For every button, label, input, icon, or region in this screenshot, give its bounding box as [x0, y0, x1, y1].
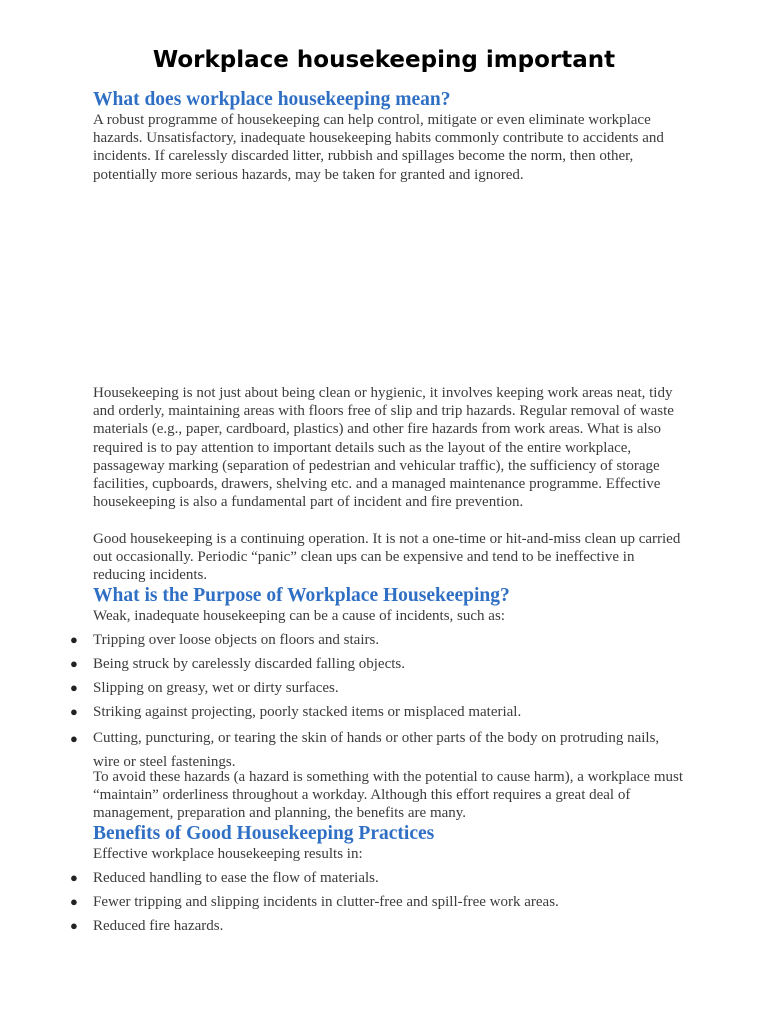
list-item-text: Slipping on greasy, wet or dirty surfaces. — [93, 680, 339, 696]
list-item-text: Cutting, puncturing, or tearing the skin of hands or other parts of the body on protruding nails, wire or steel fastenings. — [93, 730, 660, 770]
list-item — [0, 869, 683, 887]
list-item-text: Tripping over loose objects on floors and stairs. — [93, 632, 380, 648]
benefits-bullet-list — [0, 869, 768, 935]
list-item — [0, 631, 683, 649]
bullet-icon: ● — [70, 731, 78, 746]
list-item — [0, 727, 683, 774]
list-item-text: Reduced handling to ease the flow of materials. — [93, 870, 379, 886]
section-heading-purpose: What is the Purpose of Workplace Housekeeping? — [93, 585, 510, 606]
paragraph-continuing-operation: Good housekeeping is a continuing operation. It is not a one-time or hit-and-miss clean up carried out occasionally. Periodic “panic” clean ups can be expensive and tend to be ineffective in reducing incidents. — [93, 531, 681, 584]
section-heading-meaning: What does workplace housekeeping mean? — [93, 89, 451, 110]
paragraph-housekeeping-definition: Housekeeping is not just about being clean or hygienic, it involves keeping work areas neat, tidy and orderly, maintaining areas with floors free of slip and trip hazards. Regular removal of waste materials (e.g., paper, cardboard, plastics) and other fire hazards from work areas. What is also required is to pay attention to important details such as the layout of the entire workplace, passageway marking (separation of pedestrian and vehicular traffic), the sufficiency of storage facilities, cupboards, drawers, shelving etc. and a managed maintenance programme. Effective housekeeping is also a fundamental part of incident and fire prevention. — [93, 385, 674, 511]
purpose-bullet-list — [0, 631, 768, 774]
bullet-icon: ● — [70, 918, 78, 933]
list-item — [0, 917, 683, 935]
list-item — [0, 703, 683, 721]
bullet-icon: ● — [70, 680, 78, 695]
bullet-icon: ● — [70, 704, 78, 719]
bullet-icon: ● — [70, 870, 78, 885]
list-item-text: Being struck by carelessly discarded falling objects. — [93, 656, 405, 672]
paragraph-avoid-hazards: To avoid these hazards (a hazard is something with the potential to cause harm), a workplace must “maintain” orderliness throughout a workday. Although this effort requires a great deal of management, preparation and planning, the benefits are many. — [93, 769, 684, 822]
document-title: Workplace housekeeping important — [152, 47, 616, 73]
list-item — [0, 893, 683, 911]
bullet-icon: ● — [70, 656, 78, 671]
paragraph-purpose-intro: Weak, inadequate housekeeping can be a cause of incidents, such as: — [93, 608, 505, 624]
list-item — [0, 655, 683, 673]
bullet-icon: ● — [70, 894, 78, 909]
paragraph-benefits-intro: Effective workplace housekeeping results in: — [93, 846, 363, 862]
list-item-text: Reduced fire hazards. — [93, 918, 224, 934]
section-heading-benefits: Benefits of Good Housekeeping Practices — [93, 823, 435, 844]
list-item-text: Striking against projecting, poorly stacked items or misplaced material. — [93, 704, 522, 720]
list-item-text: Fewer tripping and slipping incidents in clutter-free and spill-free work areas. — [93, 894, 559, 910]
paragraph-meaning: A robust programme of housekeeping can help control, mitigate or even eliminate workplace hazards. Unsatisfactory, inadequate housekeeping habits commonly contribute to accidents and incidents. If carelessly discarded litter, rubbish and spillages become the norm, then other, potentially more serious hazards, may be taken for granted and ignored. — [93, 112, 664, 183]
list-item — [0, 679, 683, 697]
bullet-icon: ● — [70, 632, 78, 647]
